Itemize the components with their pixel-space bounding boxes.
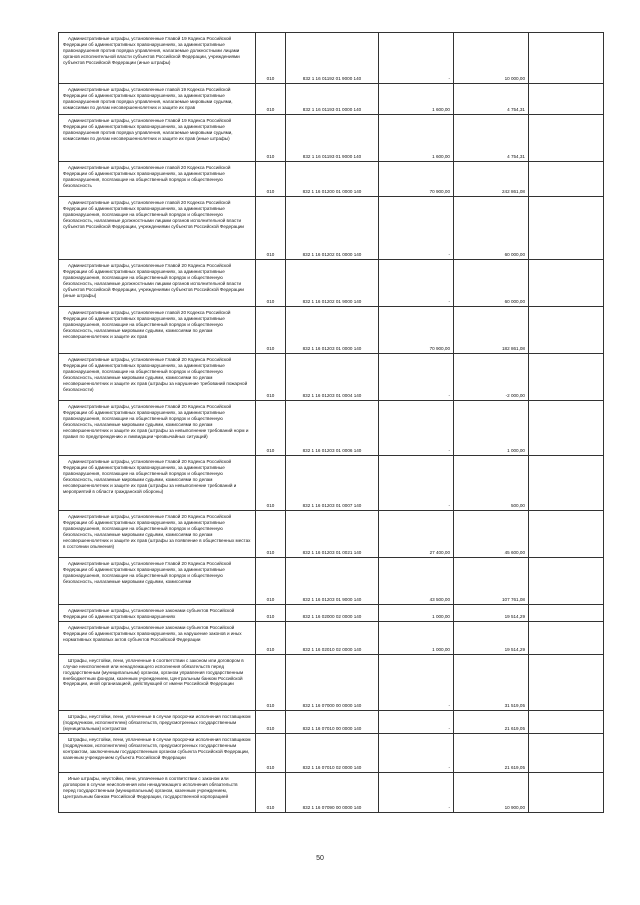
row-fact-cell: 1 000,00 (454, 401, 529, 456)
row-code-cell: 010 (256, 197, 286, 260)
row-plan-cell: - (379, 260, 454, 307)
row-code-cell: 010 (256, 511, 286, 558)
row-name-text: Штрафы, неустойки, пени, уплаченные в случае просрочки исполнения поставщиком (подрядчиком, исполнителем) обязательств, предусмотренных государственным (муниципальным) контрактом (63, 713, 251, 731)
row-name-cell (59, 621, 256, 654)
row-code-cell: 010 (256, 162, 286, 197)
row-plan-cell: - (379, 33, 454, 84)
row-rest-cell (529, 162, 604, 197)
table-row (59, 456, 604, 511)
row-name-text: Штрафы, неустойки, пени, уплаченные в соответствии с законом или договором в случае неисполнения или ненадлежащего исполнения обязательств перед государственным (муниципальным) органом, органом управления государственным внебюджетным фондом, казенным учреждением, Центральным банком Российской Федерации, иной организацией, действующей от имени Российской Федерации (63, 657, 244, 687)
row-fact-cell: 4 754,31 (454, 84, 529, 115)
row-fact-cell: 19 514,29 (454, 605, 529, 622)
row-name-text: Административные штрафы, установленные главой 20 Кодекса Российской Федерации об административных правонарушениях, за административные правонарушения, посягающие на общественный порядок и общественную безопасность, налагаемые мировыми судьями, комиссиями по делам несовершеннолетних и защите их прав (63, 310, 231, 339)
row-rest-cell (529, 605, 604, 622)
row-name-cell (59, 511, 256, 558)
row-code-cell: 010 (256, 401, 286, 456)
row-name-text: Административные штрафы, установленные Главой 20 Кодекса Российской Федерации об административных правонарушениях, за административные правонарушения, посягающие на общественный порядок и общественную безопасность, налагаемые мировыми судьями, комиссиями (63, 561, 232, 584)
row-name-cell (59, 115, 256, 162)
row-rest-cell (529, 197, 604, 260)
row-kbk-cell: 832 1 16 01192 01 9000 140 (286, 33, 379, 84)
row-name-cell (59, 456, 256, 511)
row-rest-cell (529, 772, 604, 812)
row-name-text: Административные штрафы, установленные Главой 20 Кодекса Российской Федерации об административных правонарушениях, за административные правонарушения, посягающие на общественный порядок и общественную безопасность, налагаемые мировыми судьями, комиссиями по делам несовершеннолетних и защите их прав (штрафы за появление в общественных местах в состоянии опьянения) (63, 514, 251, 549)
row-name-text: Административные штрафы, установленные Главой 20 Кодекса Российской Федерации об административных правонарушениях, за административные правонарушения, посягающие на общественный порядок и общественную безопасность, налагаемые мировыми судьями, комиссиями по делам несовершеннолетних и защите их прав (штрафы за невыполнение требований норм и правил по предупреждению и ликвидации чрезвычайных ситуаций) (63, 404, 249, 439)
row-name-text: Административные штрафы, установленные главой 19 Кодекса Российской Федерации об административных правонарушениях, за административные правонарушения против порядка управления, налагаемые мировыми судьями, комиссиями по делам несовершеннолетних и защите их прав (63, 87, 233, 110)
row-fact-cell: 500,00 (454, 456, 529, 511)
row-name-cell (59, 401, 256, 456)
row-name-cell (59, 654, 256, 710)
row-name-cell (59, 772, 256, 812)
row-name-text: Административные штрафы, установленные законами субъектов Российской Федерации об административных правонарушениях, за нарушение законов и иных нормативных правовых актов субъектов Российской Федерации (63, 624, 242, 642)
row-fact-cell: 4 754,31 (454, 115, 529, 162)
table-row (59, 197, 604, 260)
row-name-cell (59, 710, 256, 733)
row-name-text: Административные штрафы, установленные главой 20 Кодекса Российской Федерации об административных правонарушениях, за административные правонарушения, посягающие на общественный порядок и общественную безопасность, налагаемые должностными лицами органов исполнительной власти субъектов Российской Федерации, учреждениями субъектов Российской Федерации (63, 200, 244, 229)
row-kbk-cell: 832 1 16 01203 01 0007 140 (286, 456, 379, 511)
row-plan-cell: - (379, 733, 454, 772)
row-plan-cell: 70 900,00 (379, 307, 454, 354)
row-rest-cell (529, 401, 604, 456)
page-number: 50 (316, 855, 324, 862)
row-rest-cell (529, 260, 604, 307)
row-plan-cell: - (379, 772, 454, 812)
row-code-cell: 010 (256, 605, 286, 622)
row-fact-cell: 182 861,08 (454, 307, 529, 354)
row-kbk-cell: 832 1 16 07090 00 0000 140 (286, 772, 379, 812)
row-plan-cell: - (379, 456, 454, 511)
row-plan-cell: 1 000,00 (379, 621, 454, 654)
row-name-text: Административные штрафы, установленные Главой 19 Кодекса Российской Федерации об административных правонарушениях, за административные правонарушения против порядка управления, налагаемые должностными лицами органов исполнительной власти субъектов Российской Федерации, учреждениями субъектов Российской Федерации (иные штрафы) (63, 36, 240, 65)
row-name-cell (59, 84, 256, 115)
row-code-cell: 010 (256, 733, 286, 772)
row-fact-cell: 60 000,00 (454, 260, 529, 307)
row-fact-cell: 107 761,08 (454, 558, 529, 605)
table-row (59, 605, 604, 622)
row-name-cell (59, 354, 256, 401)
row-fact-cell: 31 519,05 (454, 654, 529, 710)
table-row (59, 354, 604, 401)
row-kbk-cell: 832 1 16 01193 01 9000 140 (286, 115, 379, 162)
table-row (59, 260, 604, 307)
row-fact-cell: 60 000,00 (454, 197, 529, 260)
row-kbk-cell: 832 1 16 02000 02 0000 140 (286, 605, 379, 622)
row-kbk-cell: 832 1 16 01202 01 9000 140 (286, 260, 379, 307)
report-sheet (58, 32, 603, 813)
row-kbk-cell: 832 1 16 01203 01 9000 140 (286, 558, 379, 605)
row-rest-cell (529, 115, 604, 162)
row-plan-cell: 43 500,00 (379, 558, 454, 605)
row-fact-cell: 10 900,00 (454, 772, 529, 812)
row-code-cell: 010 (256, 260, 286, 307)
table-row (59, 511, 604, 558)
row-fact-cell: 10 000,00 (454, 33, 529, 84)
row-code-cell: 010 (256, 354, 286, 401)
revenue-table (58, 32, 604, 813)
row-name-cell (59, 197, 256, 260)
table-row (59, 84, 604, 115)
row-fact-cell: 45 600,00 (454, 511, 529, 558)
row-rest-cell (529, 621, 604, 654)
row-kbk-cell: 832 1 16 01200 01 0000 140 (286, 162, 379, 197)
row-rest-cell (529, 654, 604, 710)
row-name-text: Административные штрафы, установленные Главой 20 Кодекса Российской Федерации об административных правонарушениях, за административные правонарушения, посягающие на общественный порядок и общественную безопасность, налагаемые мировыми судьями, комиссиями по делам несовершеннолетних и защите их прав (штрафы за невыполнение требований и мероприятий в области гражданской обороны) (63, 459, 237, 494)
row-name-text: Административные штрафы, установленные Главой 19 Кодекса Российской Федерации об административных правонарушениях, за административные правонарушения против порядка управления, налагаемые мировыми судьями, комиссиями по делам несовершеннолетних и защите их прав (иные штрафы) (63, 118, 233, 141)
row-name-text: Административные штрафы, установленные Главой 20 Кодекса Российской Федерации об административных правонарушениях, за административные правонарушения, посягающие на общественный порядок и общественную безопасность, налагаемые должностными лицами органов исполнительной власти субъектов Российской Федерации, учреждениями субъектов Российской Федерации (иные штрафы) (63, 263, 244, 298)
table-row (59, 621, 604, 654)
row-code-cell: 010 (256, 558, 286, 605)
row-plan-cell: - (379, 401, 454, 456)
row-code-cell: 010 (256, 710, 286, 733)
row-name-cell (59, 733, 256, 772)
table-row (59, 401, 604, 456)
row-plan-cell: - (379, 710, 454, 733)
row-kbk-cell: 832 1 16 01203 01 0000 140 (286, 307, 379, 354)
row-name-text: Штрафы, неустойки, пени, уплаченные в случае просрочки исполнения поставщиком (подрядчиком, исполнителем) обязательств, предусмотренных государственным контрактом, заключенным государственным органом субъекта Российской Федерации, казенным учреждением субъекта Российской Федерации (63, 736, 251, 760)
row-name-cell (59, 307, 256, 354)
row-name-text: Административные штрафы, установленные главой 20 Кодекса Российской Федерации об административных правонарушениях, за административные правонарушения, посягающие на общественный порядок и общественную безопасность (63, 165, 231, 188)
row-name-cell (59, 260, 256, 307)
table-row (59, 772, 604, 812)
row-code-cell: 010 (256, 307, 286, 354)
row-kbk-cell: 832 1 16 07010 00 0000 140 (286, 710, 379, 733)
row-rest-cell (529, 558, 604, 605)
table-row (59, 307, 604, 354)
row-name-text: Иные штрафы, неустойки, пени, уплаченные в соответствии с законом или договором в случае неисполнения или ненадлежащего исполнения обязательств перед государственным (муниципальным) органом, казенным учреждением, Центральным банком Российской Федерации, государственной корпорацией (63, 775, 238, 799)
row-fact-cell: 21 619,05 (454, 710, 529, 733)
row-plan-cell: - (379, 354, 454, 401)
row-code-cell: 010 (256, 772, 286, 812)
row-fact-cell: 21 619,05 (454, 733, 529, 772)
table-row (59, 33, 604, 84)
row-kbk-cell: 832 1 16 07000 00 0000 140 (286, 654, 379, 710)
row-kbk-cell: 832 1 16 02010 02 0000 140 (286, 621, 379, 654)
row-kbk-cell: 832 1 16 07010 02 0000 140 (286, 733, 379, 772)
row-kbk-cell: 832 1 16 01193 01 0000 140 (286, 84, 379, 115)
table-row (59, 654, 604, 710)
row-plan-cell: 1 600,00 (379, 115, 454, 162)
row-name-cell (59, 33, 256, 84)
row-plan-cell: - (379, 654, 454, 710)
row-plan-cell: 1 000,00 (379, 605, 454, 622)
row-rest-cell (529, 354, 604, 401)
row-code-cell: 010 (256, 456, 286, 511)
row-fact-cell: 242 861,08 (454, 162, 529, 197)
row-rest-cell (529, 84, 604, 115)
row-kbk-cell: 832 1 16 01202 01 0000 140 (286, 197, 379, 260)
row-name-cell (59, 558, 256, 605)
row-plan-cell: 27 400,00 (379, 511, 454, 558)
row-kbk-cell: 832 1 16 01203 01 0004 140 (286, 354, 379, 401)
row-name-cell (59, 162, 256, 197)
row-code-cell: 010 (256, 654, 286, 710)
row-rest-cell (529, 33, 604, 84)
row-code-cell: 010 (256, 33, 286, 84)
row-code-cell: 010 (256, 84, 286, 115)
row-code-cell: 010 (256, 621, 286, 654)
row-rest-cell (529, 733, 604, 772)
row-fact-cell: 19 514,29 (454, 621, 529, 654)
row-plan-cell: 1 600,00 (379, 84, 454, 115)
table-row (59, 710, 604, 733)
row-rest-cell (529, 710, 604, 733)
row-plan-cell: - (379, 197, 454, 260)
row-plan-cell: 70 900,00 (379, 162, 454, 197)
row-rest-cell (529, 456, 604, 511)
row-kbk-cell: 832 1 16 01203 01 0021 140 (286, 511, 379, 558)
table-row (59, 115, 604, 162)
row-name-text: Административные штрафы, установленные законами субъектов Российской Федерации об административных правонарушениях (63, 608, 235, 619)
row-rest-cell (529, 307, 604, 354)
revenue-table-body (59, 33, 604, 813)
row-rest-cell (529, 511, 604, 558)
row-name-cell (59, 605, 256, 622)
row-name-text: Административные штрафы, установленные Главой 20 Кодекса Российской Федерации об административных правонарушениях, за административные правонарушения, посягающие на общественный порядок и общественную безопасность, налагаемые мировыми судьями, комиссиями по делам несовершеннолетних и защите их прав (штрафы за нарушение требований пожарной безопасности) (63, 357, 248, 392)
table-row (59, 733, 604, 772)
row-fact-cell: -2 000,00 (454, 354, 529, 401)
row-code-cell: 010 (256, 115, 286, 162)
row-kbk-cell: 832 1 16 01203 01 0006 140 (286, 401, 379, 456)
table-row (59, 558, 604, 605)
table-row (59, 162, 604, 197)
